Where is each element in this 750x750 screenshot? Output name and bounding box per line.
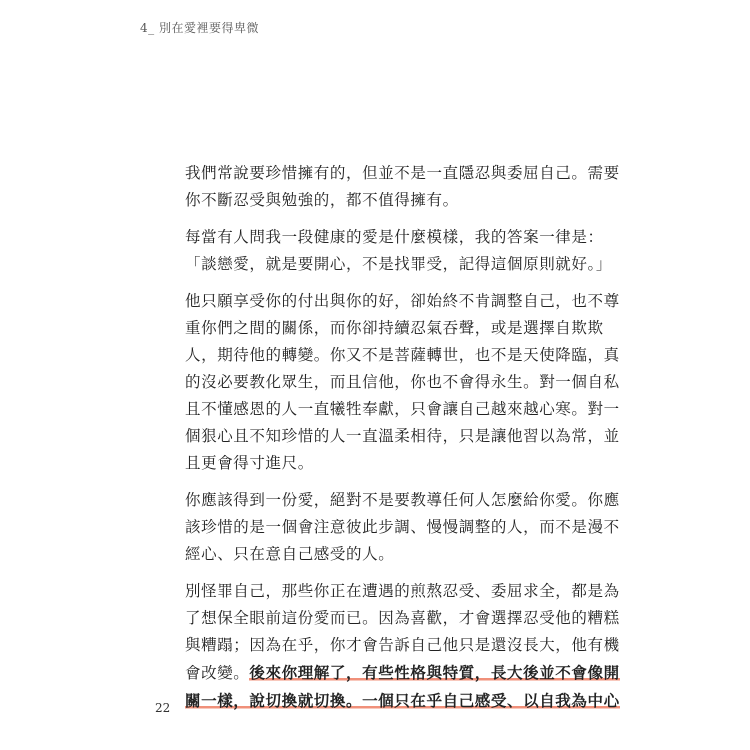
paragraph-4	[185, 487, 620, 568]
paragraph-1	[185, 160, 620, 214]
text-line: 且更會得寸進尺。	[185, 454, 314, 472]
highlighted-text: 後來你理解了，有些性格與特質，長大後並不會像開	[249, 663, 620, 682]
text-line: 每當有人問我一段健康的愛是什麼模樣，我的答案一律是：	[185, 228, 604, 246]
text-line: 了想保全眼前這份愛而已。因為喜歡，才會選擇忍受他的糟糕	[185, 609, 620, 627]
text-plain: 會改變。	[185, 664, 250, 682]
text-line: 人，期待他的轉變。你又不是菩薩轉世，也不是天使降臨，真	[185, 346, 620, 364]
text-line: 與糟蹋；因為在乎，你才會告訴自己他只是還沒長大，他有機	[185, 636, 620, 654]
text-line: 別怪罪自己，那些你正在遭遇的煎熬忍受、委屈求全，都是為	[185, 582, 620, 600]
highlighted-text: 關一樣，說切換就切換。一個只在乎自己感受、以自我為中心	[185, 691, 620, 710]
paragraph-5	[185, 578, 620, 715]
body-text	[185, 160, 620, 725]
text-line-highlighted	[185, 687, 620, 715]
text-line: 「談戀愛，就是要開心，不是找罪受，記得這個原則就好。」	[185, 255, 612, 273]
text-line: 你應該得到一份愛，絕對不是要教導任何人怎麼給你愛。你應	[185, 491, 620, 509]
paragraph-2	[185, 224, 612, 278]
text-line: 該珍惜的是一個會注意彼此步調、慢慢調整的人，而不是漫不	[185, 518, 620, 536]
text-line: 他只願享受你的付出與你的好，卻始終不肯調整自己，也不尊	[185, 292, 620, 310]
text-line: 經心、只在意自己感受的人。	[185, 545, 395, 563]
text-line: 你不斷忍受與勉強的，都不值得擁有。	[185, 191, 459, 209]
text-line: 的沒必要教化眾生，而且信他，你也不會得永生。對一個自私	[185, 373, 620, 391]
running-head: 4_ 別在愛裡要得卑微	[140, 21, 259, 35]
paragraph-3	[185, 288, 620, 477]
text-line: 且不懂感恩的人一直犧牲奉獻，只會讓自己越來越心寒。對一	[185, 400, 620, 418]
text-line: 我們常說要珍惜擁有的，但並不是一直隱忍與委屈自己。需要	[185, 164, 620, 182]
page-number: 22	[155, 701, 171, 715]
text-line-mixed	[185, 659, 620, 687]
text-line: 重你們之間的關係，而你卻持續忍氣吞聲，或是選擇自欺欺	[185, 319, 604, 337]
text-line: 個狠心且不知珍惜的人一直溫柔相待，只是讓他習以為常，並	[185, 427, 620, 445]
